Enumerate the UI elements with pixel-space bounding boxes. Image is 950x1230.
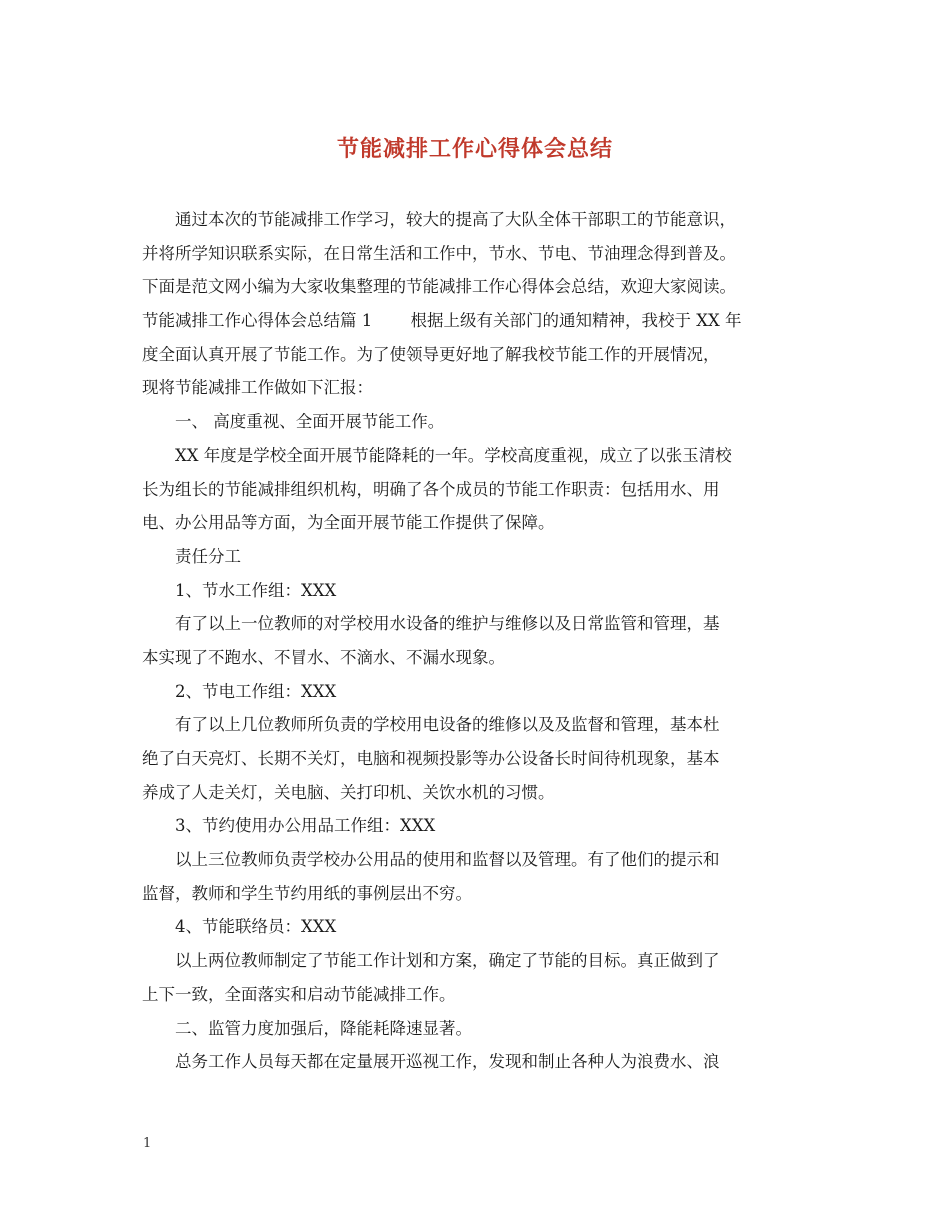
body-line: 长为组长的节能减排组织机构，明确了各个成员的节能工作职责：包括用水、用: [142, 479, 720, 499]
body-line: 节能减排工作心得体会总结篇 1 根据上级有关部门的通知精神，我校于 XX 年: [142, 311, 742, 331]
body-line: 下面是范文网小编为大家收集整理的节能减排工作心得体会总结，欢迎大家阅读。: [142, 277, 736, 297]
body-line: 责任分工: [175, 546, 241, 566]
body-line: 上下一致，全面落实和启动节能减排工作。: [142, 984, 456, 1004]
body-line: 监督，教师和学生节约用纸的事例层出不穷。: [142, 883, 472, 903]
body-line: 总务工作人员每天都在定量展开巡视工作，发现和制止各种人为浪费水、浪: [175, 1052, 720, 1072]
body-line: 二、监管力度加强后，降能耗降速显著。: [175, 1018, 472, 1038]
body-line: 一、 高度重视、全面开展节能工作。: [175, 412, 445, 432]
body-line: 并将所学知识联系实际，在日常生活和工作中，节水、节电、节油理念得到普及。: [142, 243, 736, 263]
body-line: 度全面认真开展了节能工作。为了使领导更好地了解我校节能工作的开展情况，: [142, 344, 720, 364]
body-line: 以上三位教师负责学校办公用品的使用和监督以及管理。有了他们的提示和: [175, 850, 720, 870]
body-line: 通过本次的节能减排工作学习，较大的提高了大队全体干部职工的节能意识，: [175, 210, 736, 229]
page-number: 1: [143, 1136, 152, 1151]
body-line: 有了以上一位教师的对学校用水设备的维护与维修以及日常监管和管理，基: [175, 614, 720, 634]
body-line: 4、节能联络员：XXX: [175, 917, 337, 937]
body-line: 1、节水工作组：XXX: [175, 580, 337, 600]
body-line: 电、办公用品等方面，为全面开展节能工作提供了保障。: [142, 513, 555, 533]
body-line: XX 年度是学校全面开展节能降耗的一年。学校高度重视，成立了以张玉清校: [175, 445, 732, 465]
body-line: 本实现了不跑水、不冒水、不滴水、不漏水现象。: [142, 647, 505, 667]
body-line: 以上两位教师制定了节能工作计划和方案，确定了节能的目标。真正做到了: [175, 951, 720, 971]
body-line: 有了以上几位教师所负责的学校用电设备的维修以及及监督和管理，基本杜: [175, 715, 720, 735]
body-line: 养成了人走关灯，关电脑、关打印机、关饮水机的习惯。: [142, 782, 555, 802]
body-line: 现将节能减排工作做如下汇报：: [142, 378, 373, 398]
body-line: 绝了白天亮灯、长期不关灯，电脑和视频投影等办公设备长时间待机现象，基本: [142, 749, 720, 768]
body-line: 2、节电工作组：XXX: [175, 681, 337, 701]
document-body: [142, 203, 814, 1079]
body-line: 3、节约使用办公用品工作组：XXX: [175, 816, 436, 836]
document-title: 节能减排工作心得体会总结: [336, 136, 613, 162]
